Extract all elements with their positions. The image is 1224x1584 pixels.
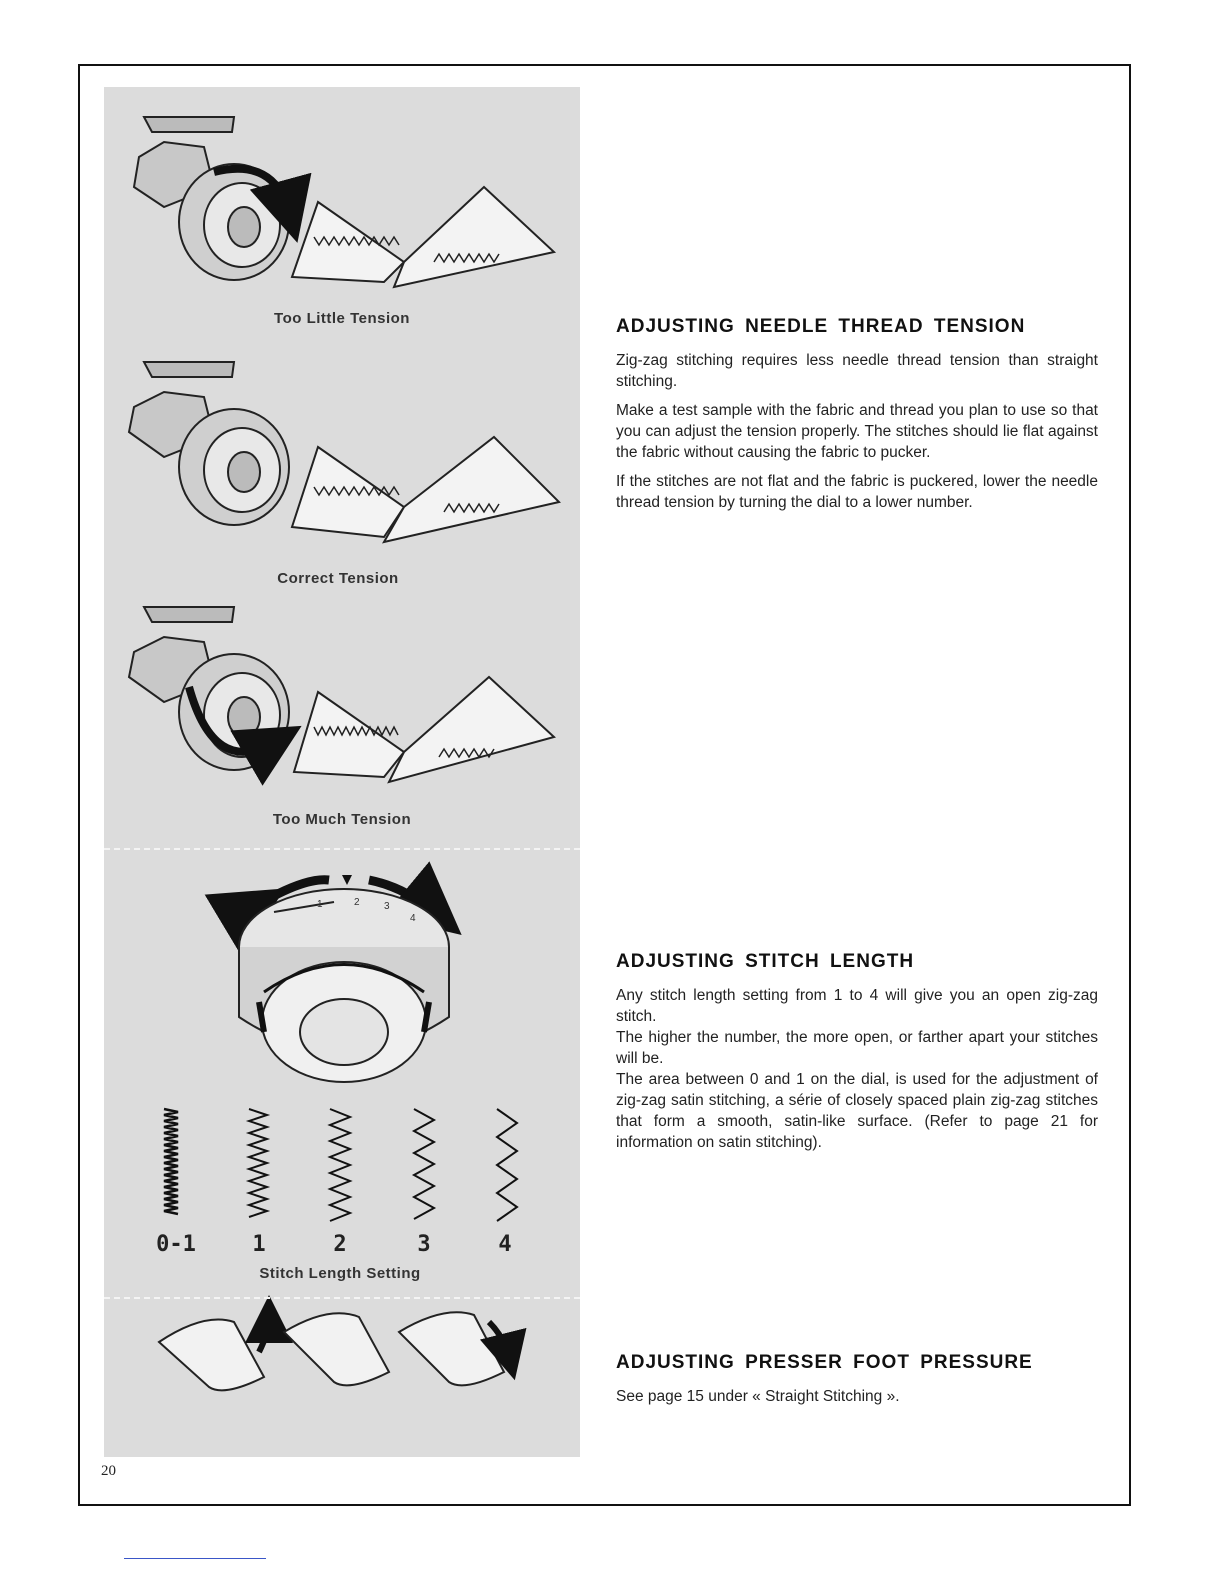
stitch-setting-label-4: 4 bbox=[498, 1232, 512, 1257]
heading-presser-foot: ADJUSTING PRESSER FOOT PRESSURE bbox=[616, 1352, 1033, 1373]
divider-dashed-2 bbox=[104, 1297, 580, 1299]
stitch-length-paragraph-2: The higher the number, the more open, or farther apart your stitches will be. bbox=[616, 1029, 1098, 1067]
heading-stitch-length: ADJUSTING STITCH LENGTH bbox=[616, 951, 915, 972]
caption-correct-tension: Correct Tension bbox=[277, 570, 399, 587]
pressure-dial-middle bbox=[284, 1313, 389, 1385]
stitch-sample-2 bbox=[330, 1109, 350, 1221]
page-number: 20 bbox=[101, 1463, 116, 1479]
stitch-sample-3 bbox=[414, 1109, 434, 1219]
tension-dial-too-much bbox=[129, 607, 289, 770]
stitch-setting-label-3: 3 bbox=[417, 1232, 431, 1257]
stitch-samples bbox=[164, 1109, 517, 1221]
footer-link-underline bbox=[124, 1558, 266, 1559]
svg-text:1: 1 bbox=[317, 899, 323, 910]
svg-text:2: 2 bbox=[354, 897, 360, 908]
heading-thread-tension: ADJUSTING NEEDLE THREAD TENSION bbox=[616, 316, 1026, 337]
caption-stitch-length-setting: Stitch Length Setting bbox=[259, 1265, 421, 1282]
thread-tension-paragraph-1: Zig-zag stitching requires less needle thread tension than straight stitching. bbox=[616, 352, 1098, 390]
stitch-setting-label-1: 1 bbox=[252, 1232, 266, 1257]
section-presser-foot bbox=[616, 1352, 1098, 1415]
stitch-sample-4 bbox=[497, 1109, 517, 1221]
stitch-length-dial bbox=[239, 875, 449, 1082]
thread-tension-paragraph-3: If the stitches are not flat and the fabric is puckered, lower the needle thread tension by turning the dial to a lower number. bbox=[616, 473, 1098, 511]
divider-dashed-1 bbox=[104, 848, 580, 850]
stitch-sample-1 bbox=[249, 1109, 267, 1217]
fabric-sample-correct bbox=[292, 437, 559, 542]
svg-text:4: 4 bbox=[410, 913, 416, 924]
pressure-dial-left bbox=[159, 1319, 269, 1390]
tension-dial-correct bbox=[129, 362, 289, 525]
section-thread-tension bbox=[616, 316, 1098, 521]
tension-dial-too-little bbox=[134, 117, 289, 280]
stitch-length-paragraph-3: The area between 0 and 1 on the dial, is used for the adjustment of zig-zag satin stitching, a série of closely spaced plain zig-zag stitches that form a smooth, satin-like surface. (Refer to page 21 for information on satin stitching). bbox=[616, 1071, 1098, 1151]
stitch-setting-label-0-1: 0-1 bbox=[156, 1232, 196, 1257]
section-stitch-length bbox=[616, 951, 1098, 1153]
thread-tension-paragraph-2: Make a test sample with the fabric and thread you plan to use so that you can adjust the tension properly. The stitches should lie flat against the fabric without causing the fabric to pucker. bbox=[616, 402, 1098, 461]
stitch-sample-0-1 bbox=[164, 1109, 178, 1214]
fabric-sample-too-much bbox=[294, 677, 554, 782]
stitch-setting-label-2: 2 bbox=[333, 1232, 347, 1257]
pressure-dial-right bbox=[399, 1312, 509, 1385]
fabric-sample-too-little bbox=[292, 187, 554, 287]
caption-too-little-tension: Too Little Tension bbox=[274, 310, 410, 327]
caption-too-much-tension: Too Much Tension bbox=[272, 811, 412, 828]
svg-text:3: 3 bbox=[384, 901, 390, 912]
stitch-length-paragraph-1: Any stitch length setting from 1 to 4 will give you an open zig-zag stitch. bbox=[616, 987, 1098, 1025]
presser-foot-paragraph-1: See page 15 under « Straight Stitching ». bbox=[616, 1388, 900, 1405]
